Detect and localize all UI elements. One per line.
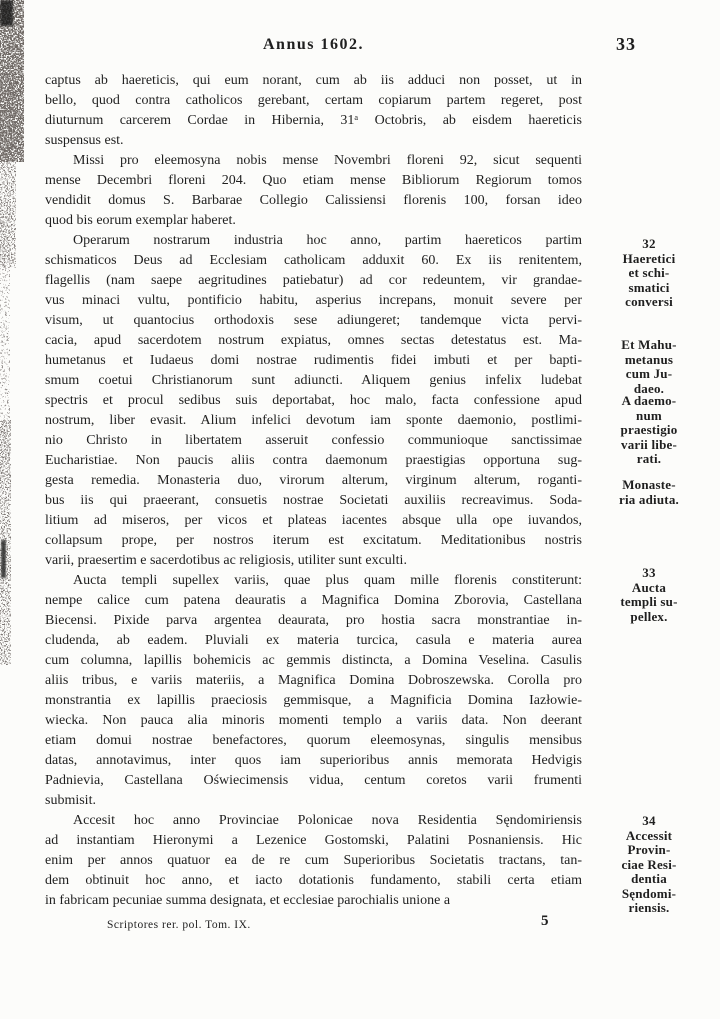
body-line: dem obtinuit hoc anno, et iacto dotationis fundamento, stabili certa etiam [45, 873, 582, 888]
body-line: bus iis qui praeerant, consuetis nostrae Societati auxiliis recreavimus. Soda- [45, 493, 582, 508]
body-line: nio Christo in libertatem asseruit confessio communioque sanctissimae [45, 433, 582, 448]
body-line: Operarum nostrarum industria hoc anno, partim haereticos partim [73, 233, 582, 248]
margin-note-line: 32 [642, 236, 656, 251]
margin-note-line: ciae Resi- [621, 856, 677, 872]
body-line: collapsum prope, per nostros iterum est excitatum. Meditationibus nostris [45, 533, 582, 548]
body-line: gesta remedia. Monasteria duo, virorum alterum, virginum alterum, roganti- [45, 473, 582, 488]
body-line: Eucharistiae. Non paucis aliis contra daemonum praestigias opportuna sug- [45, 453, 582, 468]
margin-note-line: pellex. [630, 608, 668, 624]
page-number: 33 [616, 34, 636, 54]
margin-note [583, 478, 715, 507]
body-line: Padnievia, Castellana Oświecimensis vidua, centum coretos varii frumenti [45, 773, 582, 788]
body-line: vus minaci vultu, pontificio habitu, asperius increpans, monuit severe per [45, 293, 582, 308]
margin-note-line: Accessit [625, 827, 673, 843]
body-text [45, 71, 582, 911]
running-title: Annus 1602. [263, 36, 364, 53]
margin-note-line: Haeretici [622, 250, 676, 266]
margin-note-line: praestigio [620, 422, 678, 437]
margin-note [583, 814, 715, 916]
body-line: enim per annos quatuor ea de re cum Superioribus Societatis tractans, tan- [45, 853, 582, 868]
body-line: monstrantia ex lapillis praeciosis gemmisque, a Magnificia Domina Iazłowie- [45, 693, 582, 708]
body-line: cludenda, ab eadem. Pluviali ex materia turcica, casula e materia aurea [45, 633, 582, 648]
margin-note-line: 34 [642, 813, 656, 828]
body-line: litium ad miseros, per vicos et plateas iacentes absque ulla ope iuvandos, [45, 513, 582, 528]
margin-note-line: varii libe- [621, 436, 677, 452]
margin-note-line: num [636, 407, 662, 423]
body-line: cum columna, lapillis bohemicis ac gemmis distincta, a Domina Veselina. Casulis [45, 653, 582, 668]
body-line: Accesit hoc anno Provinciae Polonicae nova Residentia Sęndomiriensis [73, 813, 582, 828]
body-line: spectris et procul sedibus suis deportabat, hoc malo, facta confessione apud [45, 393, 582, 408]
margin-note-line: Sęndomi- [621, 885, 677, 901]
body-line: nostrum, liber evasit. Alium infelici devotum iam sponte daemonio, postlimi- [45, 413, 582, 428]
margin-note [583, 237, 715, 310]
body-line: nempe calice cum patena deauratis a Magnifica Domina Zborovia, Castellana [45, 593, 582, 608]
margin-note-line: Et Mahu- [621, 337, 677, 352]
margin-notes [583, 0, 715, 1019]
body-line: wiecka. Non pauca alia minoris momenti templo a variis data. Non deerant [45, 713, 582, 728]
margin-note-line: ria adiuta. [619, 491, 679, 507]
body-line: captus ab haereticis, qui eum norant, cum ab iis adduci non posset, ut in [45, 73, 582, 88]
body-line: Biecensi. Pixide parva argentea deaurata, pro hostia sacra monstrantiae in- [45, 613, 582, 628]
body-line: vendidit domus S. Barbarae Collegio Calissiensi florenis 100, forsan ideo [45, 193, 582, 208]
body-line: aliis tribus, e variis materiis, a Magnifica Domina Dobroszewska. Corolla pro [45, 673, 582, 688]
margin-note-line: et schi- [628, 265, 670, 280]
body-line: cacia, apud sacerdotem nostrum expiatus, omnes sectas detestatus est. Ma- [45, 333, 582, 348]
margin-note-line: A daemo- [621, 393, 677, 408]
margin-note-line: metanus [624, 351, 674, 367]
body-line: Aucta templi supellex variis, quae plus quam mille florenis constiterunt: [73, 573, 582, 588]
margin-note-line: conversi [625, 294, 673, 309]
body-line: submisit. [45, 793, 96, 808]
margin-note-line: cum Ju- [625, 366, 673, 381]
margin-note-line: templi su- [620, 594, 678, 609]
body-line: quod bis eorum exemplar haberet. [45, 213, 236, 228]
body-line: smum coetui Christianorum sunt adiuncti. Aliquem genius infelix ludebat [45, 373, 582, 388]
body-line: in fabricam pecuniae summa designata, et ecclesiae parochialis unione a [45, 893, 451, 908]
body-line: suspensus est. [45, 133, 124, 148]
body-line: humetanus et Iudaeus domi nostrae rudimentis fidei imbuti et per bapti- [45, 353, 582, 368]
body-line: etiam domui nostrae benefactores, quorum eleemosynas, singulis mensibus [45, 733, 582, 748]
margin-note-line: rati. [636, 451, 662, 466]
margin-note-line: daeo. [633, 380, 665, 396]
signature-number: 5 [541, 913, 549, 929]
body-line: visum, ut quantocius orthodoxis sese adiungeret; tandemque victa pervi- [45, 313, 582, 328]
body-line: mense Decembri floreni 204. Quo etiam mense Bibliorum Regiorum tomos [45, 173, 582, 188]
margin-note-line: Monaste- [622, 477, 676, 492]
margin-note-line: dentia [631, 871, 667, 886]
body-line: diuturnum carcerem Cordae in Hibernia, 31ᵃ Octobris, ab eisdem haereticis [45, 113, 582, 128]
body-line: Missi pro eleemosyna nobis mense Novembri floreni 92, sicut sequenti [73, 153, 582, 168]
body-line: schismaticos Deus ad Ecclesiam catholicam adduxit 60. Ex iis renitentem, [45, 253, 582, 268]
margin-note-line: smatici [628, 279, 670, 295]
body-line: bello, quod contra catholicos gerebant, certam copiarum partem regeret, post [45, 93, 582, 108]
margin-note-line: 33 [642, 565, 656, 580]
margin-note-line: Aucta [631, 579, 667, 595]
series-imprint: Scriptores rer. pol. Tom. IX. [107, 919, 251, 931]
body-line: varii, praesertim e sacerdotibus ac religiosis, utiliter sunt exculti. [45, 553, 407, 568]
body-line: datas, annotavimus, inter quos iam superioribus annis memorata Hedvigis [45, 753, 582, 768]
margin-note-line: riensis. [628, 900, 670, 915]
margin-note [583, 338, 715, 396]
body-line: flagellis (nam saepe aegritudines patiebatur) ad cor redeuntem, vir grandae- [45, 273, 582, 288]
margin-note [583, 566, 715, 624]
margin-note-line: Provin- [627, 842, 671, 857]
body-line: ad instantiam Hieronymi a Lezenice Gostomski, Palatini Posnaniensis. Hic [45, 833, 582, 848]
margin-note [583, 394, 715, 467]
